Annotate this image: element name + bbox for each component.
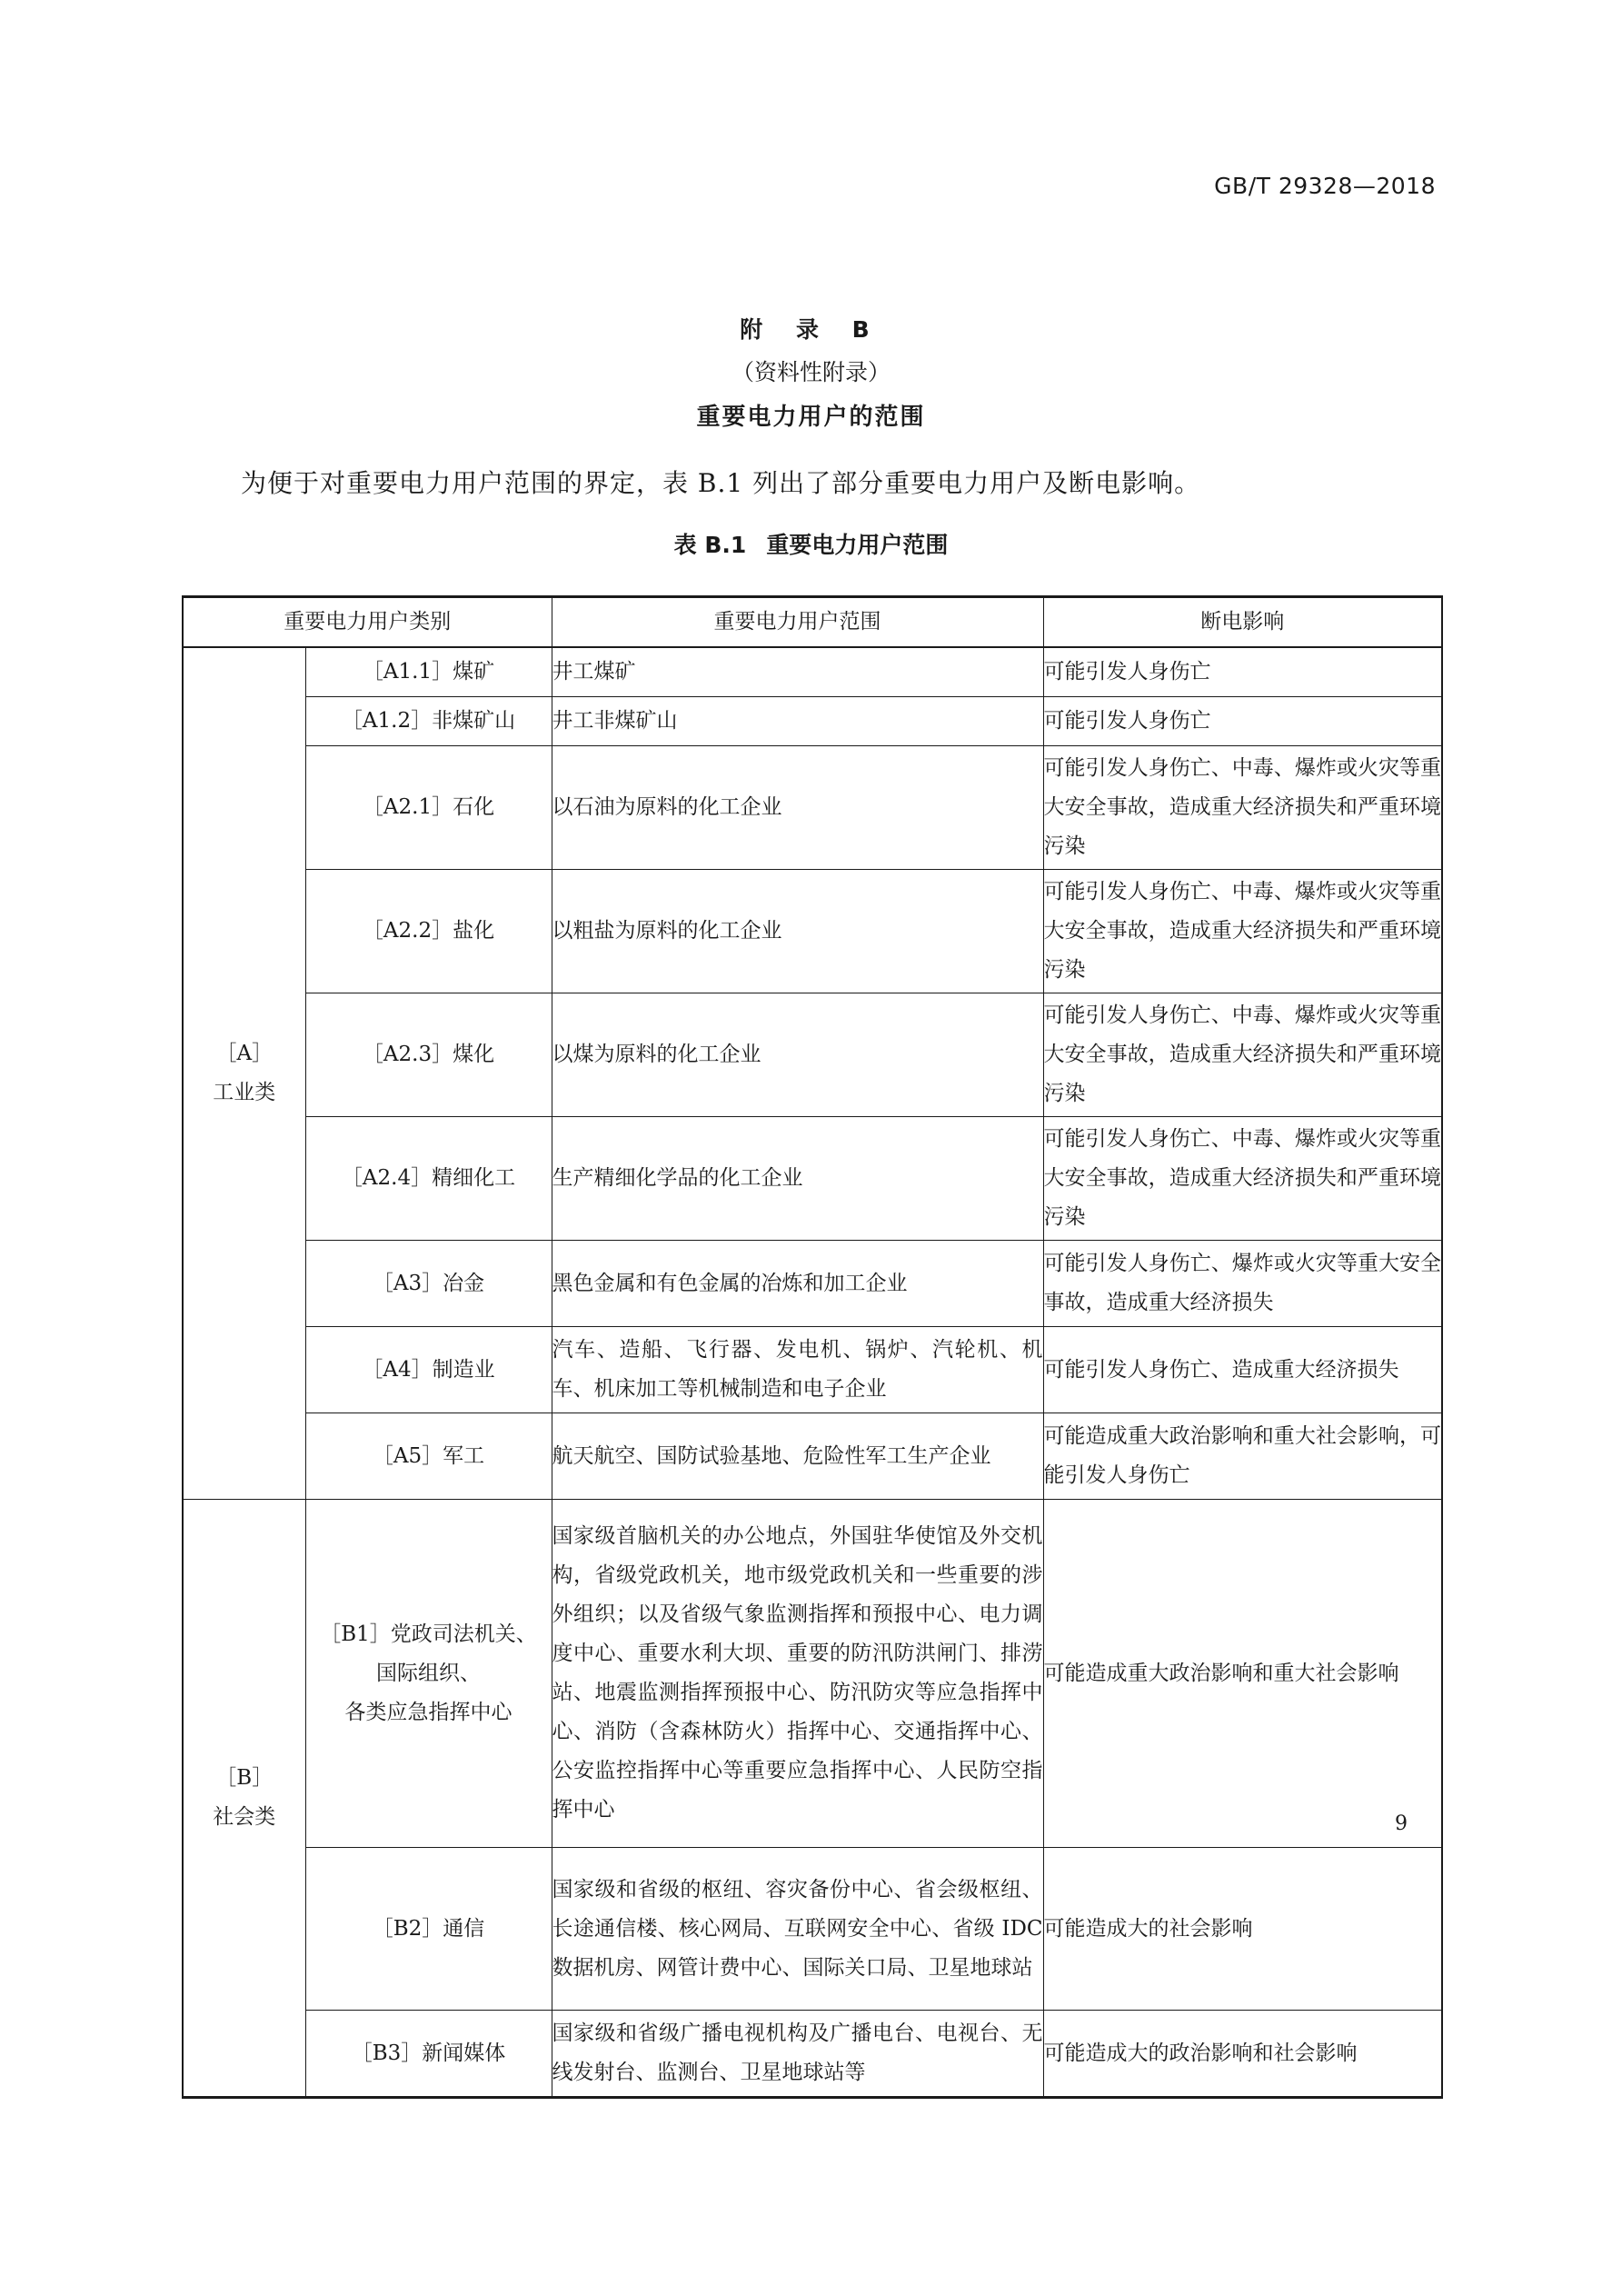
page-number: 9	[1395, 1812, 1408, 1835]
table-row	[183, 1117, 1442, 1241]
subcategory-cell: ［A2.4］精细化工	[305, 1117, 552, 1241]
subcategory-cell: ［A1.1］煤矿	[305, 647, 552, 697]
intro-paragraph: 为便于对重要电力用户范围的界定，表 B.1 列出了部分重要电力用户及断电影响。	[241, 468, 1201, 498]
impact-cell: 可能引发人身伤亡、中毒、爆炸或火灾等重大安全事故，造成重大经济损失和严重环境污染	[1043, 746, 1442, 870]
table-row	[183, 870, 1442, 993]
table-header-row	[183, 597, 1442, 648]
impact-cell: 可能引发人身伤亡、中毒、爆炸或火灾等重大安全事故，造成重大经济损失和严重环境污染	[1043, 993, 1442, 1117]
appendix-nature: （资料性附录）	[731, 359, 891, 385]
table-row	[183, 1327, 1442, 1413]
subcategory-cell	[305, 1500, 552, 1848]
scope-cell: 井工煤矿	[552, 647, 1043, 697]
subcategory-line: 各类应急指挥中心	[344, 1700, 512, 1724]
group-cell-social	[183, 1500, 305, 2098]
table-row	[183, 746, 1442, 870]
subcategory-cell: ［B3］新闻媒体	[305, 2011, 552, 2098]
impact-cell: 可能造成重大政治影响和重大社会影响	[1043, 1500, 1442, 1848]
impact-cell: 可能引发人身伤亡	[1043, 697, 1442, 746]
table-caption-title: 重要电力用户范围	[766, 532, 949, 558]
table-row	[183, 1500, 1442, 1848]
impact-cell: 可能引发人身伤亡、中毒、爆炸或火灾等重大安全事故，造成重大经济损失和严重环境污染	[1043, 1117, 1442, 1241]
standard-number: GB/T 29328—2018	[1214, 173, 1436, 199]
group-cell-industrial	[183, 647, 305, 1500]
group-code: ［A］	[215, 1042, 274, 1065]
subcategory-cell: ［A2.1］石化	[305, 746, 552, 870]
subcategory-line: ［B1］党政司法机关、	[320, 1622, 537, 1646]
header-category: 重要电力用户类别	[183, 597, 552, 648]
header-impact: 断电影响	[1043, 597, 1442, 648]
group-name: 社会类	[213, 1805, 276, 1829]
subcategory-cell: ［A4］制造业	[305, 1327, 552, 1413]
subcategory-cell: ［A2.2］盐化	[305, 870, 552, 993]
table-row	[183, 1848, 1442, 2011]
group-name: 工业类	[213, 1081, 276, 1104]
table-row	[183, 647, 1442, 697]
subcategory-line: 国际组织、	[376, 1661, 481, 1685]
scope-cell: 国家级首脑机关的办公地点，外国驻华使馆及外交机构，省级党政机关，地市级党政机关和一些重要的涉外组织；以及省级气象监测指挥和预报中心、电力调度中心、重要水利大坝、重要的防汛防洪闸门、排涝站、地震监测指挥预报中心、防汛防灾等应急指挥中心、消防（含森林防火）指挥中心、交通指挥中心、公安监控指挥中心等重要应急指挥中心、人民防空指挥中心	[552, 1500, 1043, 1848]
impact-cell: 可能造成大的政治影响和社会影响	[1043, 2011, 1442, 2098]
table-row	[183, 1413, 1442, 1500]
table-row	[183, 1241, 1442, 1327]
impact-cell: 可能造成重大政治影响和重大社会影响，可能引发人身伤亡	[1043, 1413, 1442, 1500]
scope-cell: 以煤为原料的化工企业	[552, 993, 1043, 1117]
impact-cell: 可能引发人身伤亡、中毒、爆炸或火灾等重大安全事故，造成重大经济损失和严重环境污染	[1043, 870, 1442, 993]
subcategory-cell: ［A5］军工	[305, 1413, 552, 1500]
subcategory-cell: ［B2］通信	[305, 1848, 552, 2011]
impact-cell: 可能造成大的社会影响	[1043, 1848, 1442, 2011]
table-caption	[0, 527, 1622, 560]
subcategory-cell: ［A2.3］煤化	[305, 993, 552, 1117]
scope-cell: 汽车、造船、飞行器、发电机、锅炉、汽轮机、机车、机床加工等机械制造和电子企业	[552, 1327, 1043, 1413]
group-code: ［B］	[215, 1766, 274, 1790]
power-users-table	[182, 595, 1443, 2099]
scope-cell: 井工非煤矿山	[552, 697, 1043, 746]
appendix-title: 附 录 B	[740, 316, 882, 343]
impact-cell: 可能引发人身伤亡、造成重大经济损失	[1043, 1327, 1442, 1413]
subcategory-cell: ［A1.2］非煤矿山	[305, 697, 552, 746]
scope-cell: 航天航空、国防试验基地、危险性军工生产企业	[552, 1413, 1043, 1500]
scope-cell: 生产精细化学品的化工企业	[552, 1117, 1043, 1241]
appendix-subject: 重要电力用户的范围	[696, 404, 926, 431]
table-row	[183, 697, 1442, 746]
header-scope: 重要电力用户范围	[552, 597, 1043, 648]
impact-cell: 可能引发人身伤亡	[1043, 647, 1442, 697]
table-row	[183, 2011, 1442, 2098]
scope-cell: 国家级和省级广播电视机构及广播电台、电视台、无线发射台、监测台、卫星地球站等	[552, 2011, 1043, 2098]
scope-cell: 以石油为原料的化工企业	[552, 746, 1043, 870]
impact-cell: 可能引发人身伤亡、爆炸或火灾等重大安全事故，造成重大经济损失	[1043, 1241, 1442, 1327]
table-row	[183, 993, 1442, 1117]
scope-cell: 国家级和省级的枢纽、容灾备份中心、省会级枢纽、长途通信楼、核心网局、互联网安全中心、省级 IDC 数据机房、网管计费中心、国际关口局、卫星地球站	[552, 1848, 1043, 2011]
scope-cell: 黑色金属和有色金属的冶炼和加工企业	[552, 1241, 1043, 1327]
scope-cell: 以粗盐为原料的化工企业	[552, 870, 1043, 993]
subcategory-cell: ［A3］冶金	[305, 1241, 552, 1327]
table-caption-number: 表 B.1	[673, 532, 747, 558]
